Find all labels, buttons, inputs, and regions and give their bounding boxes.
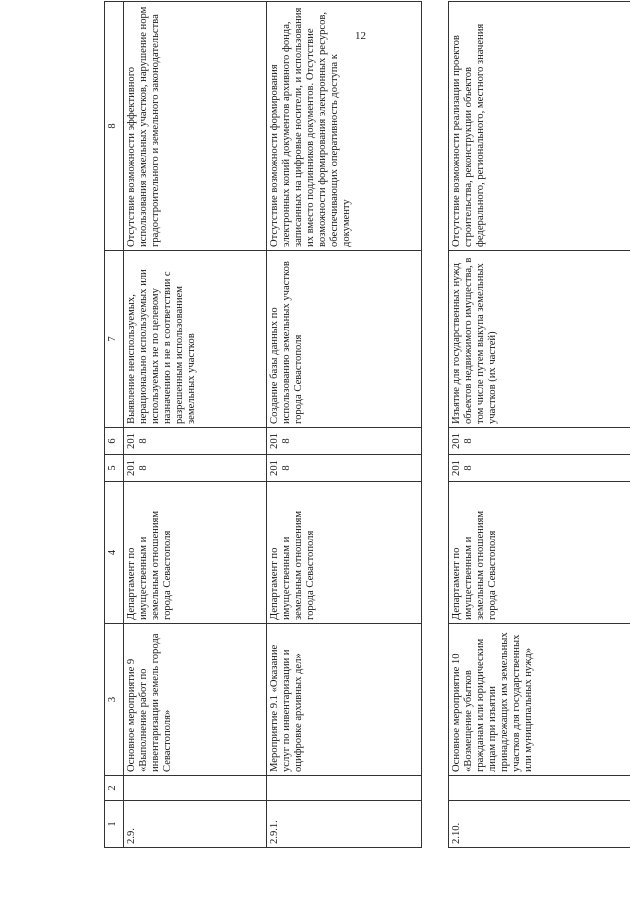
row-col2 <box>267 776 422 801</box>
start-year: 2018 <box>449 455 630 482</box>
gap-cell <box>422 455 449 482</box>
activity-name: Основное мероприятие 10 «Возмещение убытков гражданам или юридическим лицам при изъятии принадлежащих им земельных участков для государственных или муниципальных нужд» <box>449 624 630 776</box>
responsible-executor: Департамент по имущественным и земельным отношениям города Севастополя <box>124 482 267 624</box>
start-year: 2018 <box>267 455 422 482</box>
program-activities-table <box>104 1 630 848</box>
start-year: 2018 <box>124 455 267 482</box>
header-col-1: 1 <box>105 801 124 848</box>
header-col-6: 6 <box>105 428 124 455</box>
row-number: 2.9.1. <box>267 801 422 848</box>
gap-cell <box>422 2 449 251</box>
end-year: 2018 <box>267 428 422 455</box>
table-row <box>267 2 422 848</box>
gap-cell <box>422 801 449 848</box>
responsible-executor: Департамент по имущественным и земельным отношениям города Севастополя <box>449 482 630 624</box>
activity-name: Основное мероприятие 9 «Выполнение работ по инвентаризации земель города Севастополя» <box>124 624 267 776</box>
gap-cell <box>422 776 449 801</box>
gap-cell <box>422 482 449 624</box>
expected-result: Изъятие для государственных нужд объектов недвижимого имущества, в том числе путем выкупа земельных участков (их частей) <box>449 251 630 428</box>
non-implementation-consequence: Отсутствие возможности реализации проектов строительства, реконструкции объектов федерального, регионального, местного значения <box>449 2 630 251</box>
gap-cell <box>422 624 449 776</box>
header-col-3: 3 <box>105 624 124 776</box>
header-col-5: 5 <box>105 455 124 482</box>
header-col-2: 2 <box>105 776 124 801</box>
activity-name: Мероприятие 9.1 «Оказание услуг по инвентаризации и оцифровке архивных дел» <box>267 624 422 776</box>
table-header-row <box>105 2 124 848</box>
row-number: 2.9. <box>124 801 267 848</box>
table-gap-row <box>422 2 449 848</box>
table-row <box>124 2 267 848</box>
end-year: 2018 <box>124 428 267 455</box>
header-col-4: 4 <box>105 482 124 624</box>
row-col2 <box>449 776 630 801</box>
non-implementation-consequence: Отсутствие возможности формирования электронных копий документов архивного фонда, записанных на цифровые носители, и использования их вместо подлинников документов. Отсутствие возможности формирования электронных ресурсов, обеспечивающих оперативность доступа к документу <box>267 2 422 251</box>
responsible-executor: Департамент по имущественным и земельным отношениям города Севастополя <box>267 482 422 624</box>
row-col2 <box>124 776 267 801</box>
table-row <box>449 2 630 848</box>
expected-result: Создание базы данных по использованию земельных участков города Севастополя <box>267 251 422 428</box>
header-col-7: 7 <box>105 251 124 428</box>
row-number: 2.10. <box>449 801 630 848</box>
page-number: 12 <box>355 30 366 42</box>
table-container <box>104 6 624 848</box>
rotated-table-frame <box>104 6 624 848</box>
header-col-8: 8 <box>105 2 124 251</box>
expected-result: Выявление неиспользуемых, нерационально используемых или используемых не по целевому назначению и не в соответствии с разрешенным использованием земельных участков <box>124 251 267 428</box>
non-implementation-consequence: Отсутствие возможности эффективного использования земельных участков, нарушение норм градостроительного и земельного законодательства <box>124 2 267 251</box>
gap-cell <box>422 251 449 428</box>
gap-cell <box>422 428 449 455</box>
end-year: 2018 <box>449 428 630 455</box>
